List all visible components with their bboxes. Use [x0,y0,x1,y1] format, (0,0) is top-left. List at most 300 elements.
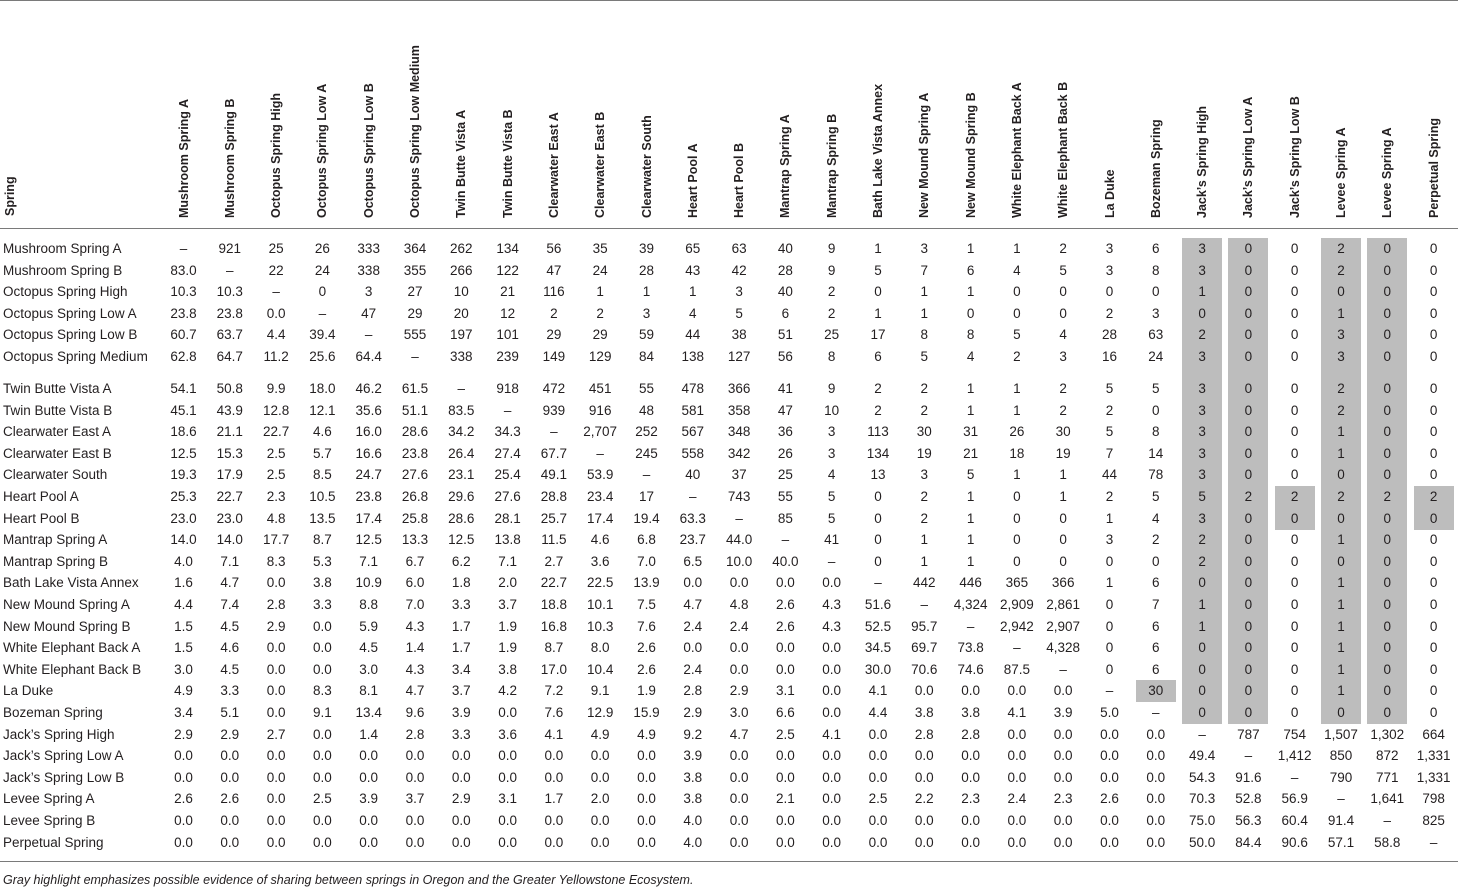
table-cell: 3 [827,445,836,461]
table-cell: 2 [550,305,558,321]
table-cell: 2.4 [1007,791,1027,807]
table-cell: 1.5 [174,640,193,656]
table-cell: 2,942 [999,618,1034,634]
table-cell: 0.0 [1100,726,1119,742]
table-cell: 1 [1105,510,1114,526]
table-cell: 0.0 [683,575,703,591]
table-cell: 5 [827,510,836,526]
table-cell: 42 [731,262,747,278]
column-header: Clearwater East A [546,112,561,218]
table-cell: 1,507 [1324,726,1358,742]
table-cell: 2.0 [498,575,517,591]
table-cell: 0.0 [729,834,749,850]
table-cell: 0.0 [637,791,656,807]
table-cell: 0.0 [405,748,425,764]
table-cell: 6 [874,349,882,364]
header-rule [0,228,1458,229]
table-cell: 3 [1198,381,1206,396]
row-label: Levee Spring A [3,791,95,807]
table-cell: 3.3 [451,726,471,742]
table-cell: 2 [920,381,929,396]
table-cell: 446 [959,575,982,591]
table-cell: 0.0 [266,683,286,699]
row-label: Clearwater East A [3,424,112,440]
table-cell: 74.6 [957,661,984,677]
table-cell: 0 [1383,575,1392,591]
table-cell: 18.0 [309,381,336,396]
table-cell: 0.0 [1053,769,1073,785]
table-cell: 8.3 [266,553,286,569]
row-label: Mantrap Spring A [3,532,108,548]
table-cell: 10.1 [587,597,614,612]
table-cell: 0 [1290,683,1299,699]
table-cell: – [920,597,929,612]
table-cell: 57.1 [1327,834,1355,850]
table-cell: 3.9 [451,705,471,720]
table-cell: 5 [1105,381,1114,396]
table-cell: 3.7 [498,597,517,612]
table-cell: 555 [403,327,427,343]
table-cell: 3.4 [451,661,471,677]
table-cell: 0 [1429,445,1438,461]
table-cell: 0.0 [822,661,842,677]
table-cell: 6.6 [776,705,795,720]
table-cell: 2 [1059,241,1067,256]
table-cell: 366 [1051,575,1075,591]
table-cell: 3 [1198,241,1206,256]
table-cell: 364 [403,241,427,256]
table-cell: 3.6 [498,726,517,742]
row-label: Octopus Spring High [3,284,128,300]
table-cell: 0 [1290,381,1299,396]
table-cell: 36 [777,424,793,440]
table-cell: 0 [1429,597,1438,612]
column-header: White Elephant Back A [1009,82,1024,218]
table-cell: 1.7 [451,640,471,656]
table-cell: 3 [1105,532,1114,548]
table-cell: 30 [1148,683,1164,699]
table-cell: 2 [1059,381,1067,396]
table-cell: 0 [1290,575,1299,591]
table-cell: 25.4 [494,467,521,483]
table-cell: 5 [1105,424,1114,440]
table-cell: 0.0 [822,575,842,591]
table-cell: 46.2 [355,381,382,396]
table-cell: 0 [1244,381,1253,396]
table-cell: 333 [357,241,380,256]
table-cell: 0.0 [313,640,332,656]
table-cell: 0 [1429,327,1438,343]
table-cell: 43.9 [216,402,243,418]
table-cell: 1 [1337,575,1345,591]
table-cell: 2.8 [405,726,425,742]
table-cell: 0 [1290,402,1299,418]
table-cell: 2,909 [999,597,1034,612]
table-cell: 4.3 [822,618,842,634]
table-cell: 127 [727,349,751,364]
table-cell: 0.0 [498,769,517,785]
table-cell: 0.0 [174,769,193,785]
row-label: Perpetual Spring [3,834,104,850]
table-cell: 798 [1422,791,1445,807]
table-cell: 22.5 [587,575,614,591]
table-cell: 50.0 [1188,834,1216,850]
table-cell: 10.3 [170,284,197,300]
table-cell: 3 [1337,349,1345,364]
table-cell: 122 [496,262,519,278]
table-cell: 1.7 [451,618,471,634]
table-cell: 0.0 [590,748,610,764]
table-cell: 0.0 [266,834,286,850]
table-cell: 0 [1337,705,1345,720]
table-cell: 0 [874,532,882,548]
table-cell: 91.6 [1235,769,1262,785]
table-cell: 0 [1383,661,1392,677]
table-cell: 18.6 [170,424,197,440]
table-cell: 8 [920,327,929,343]
table-cell: 2 [1337,241,1345,256]
table-cell: 4.4 [868,705,888,720]
table-cell: 2 [1105,305,1114,321]
table-cell: 23.0 [216,510,243,526]
table-cell: 7.6 [637,618,656,634]
table-cell: 4.6 [313,424,332,440]
table-cell: 2.4 [729,618,749,634]
column-header: Twin Butte Vista A [454,109,469,218]
table-cell: 4.1 [544,726,564,742]
column-header: Octopus Spring Low B [361,83,376,218]
table-cell: 850 [1329,748,1353,764]
table-cell: 1 [1198,618,1206,634]
table-cell: 1 [874,305,882,321]
table-cell: 7.6 [544,705,564,720]
table-cell: 2 [1105,402,1114,418]
table-cell: – [318,305,327,321]
table-cell: 0 [1429,683,1438,699]
table-cell: 0.0 [359,813,379,828]
table-cell: 1 [642,284,651,300]
table-cell: 6 [1152,661,1160,677]
table-cell: 8 [966,327,975,343]
table-cell: 0.0 [1053,726,1073,742]
table-cell: – [179,241,188,256]
table-cell: 0 [1429,349,1438,364]
table-cell: 2 [920,402,929,418]
row-label: Jack’s Spring Low A [3,748,124,764]
table-cell: 3 [1198,510,1206,526]
table-cell: 3.9 [1053,705,1073,720]
table-cell: 10 [453,284,469,300]
table-cell: 7.2 [544,683,564,699]
table-cell: 63 [1148,327,1164,343]
table-cell: 0.0 [266,748,286,764]
row-label: White Elephant Back A [3,640,141,656]
table-cell: 17.0 [540,661,568,677]
table-cell: 338 [450,349,473,364]
table-cell: 6.5 [683,553,703,569]
table-cell: 252 [635,424,658,440]
table-cell: 0 [1383,467,1392,483]
table-cell: 26 [777,445,793,461]
table-cell: 28 [638,262,655,278]
table-cell: 0.0 [359,748,379,764]
table-cell: 2.3 [1053,791,1073,807]
table-cell: 59 [638,327,655,343]
table-cell: 4.3 [405,618,425,634]
column-header: Clearwater East B [593,111,608,218]
row-label: Octopus Spring Medium [3,349,148,364]
table-cell: 0 [1198,305,1206,321]
table-cell: 0 [1244,683,1253,699]
table-cell: 20 [453,305,469,321]
table-cell: 0 [1059,305,1067,321]
table-cell: 0 [1244,402,1253,418]
table-cell: 12.5 [170,445,197,461]
table-cell: 1.7 [544,791,564,807]
table-cell: 116 [543,284,565,300]
table-cell: 12.1 [309,402,336,418]
table-cell: 4.4 [174,597,193,612]
table-cell: 16.0 [355,424,382,440]
table-cell: 0 [874,553,882,569]
table-cell: 16.6 [355,445,382,461]
table-cell: 0.0 [1100,834,1119,850]
table-cell: 47 [546,262,562,278]
table-cell: 38 [731,327,747,343]
table-cell: – [1152,705,1160,720]
column-header: Twin Butte Vista B [500,109,515,218]
corner-header: Spring [3,176,17,216]
table-cell: 28.1 [494,510,521,526]
table-cell: 27.4 [494,445,521,461]
table-cell: – [1059,661,1067,677]
row-label: Twin Butte Vista B [3,402,113,418]
table-cell: 51.6 [864,597,892,612]
table-cell: 2.8 [914,726,934,742]
table-cell: 83.0 [170,262,197,278]
table-cell: 1.4 [405,640,425,656]
table-cell: 2 [827,284,836,300]
table-cell: 0.0 [359,769,379,785]
table-cell: – [1383,813,1392,828]
table-cell: 0 [1244,597,1253,612]
table-cell: 2 [1244,489,1253,504]
table-cell: 0.0 [1146,769,1166,785]
table-cell: 4 [689,305,697,321]
table-cell: 0.0 [1146,834,1166,850]
table-cell: 12.5 [448,532,475,548]
table-cell: 84 [638,349,655,364]
table-cell: 0.0 [776,661,795,677]
table-cell: 17 [870,327,886,343]
table-cell: 2 [1013,349,1021,364]
table-cell: 0.0 [961,834,980,850]
table-cell: 73.8 [957,640,984,656]
table-cell: 0.0 [729,748,749,764]
table-cell: 0.0 [405,813,425,828]
table-cell: 3.0 [359,661,379,677]
table-cell: 9.2 [683,726,703,742]
table-cell: 3 [1198,402,1206,418]
table-cell: 6.2 [451,553,471,569]
table-cell: 0.0 [313,834,332,850]
table-cell: 0 [1290,640,1299,656]
table-cell: 1 [920,305,929,321]
table-cell: 6 [1152,575,1160,591]
table-cell: 0 [318,284,327,300]
table-cell: 0 [1290,349,1299,364]
table-cell: 62.8 [170,349,197,364]
table-cell: 0 [1383,705,1392,720]
table-cell: 0.0 [822,748,842,764]
table-cell: 245 [635,445,658,461]
table-cell: 55 [777,489,793,504]
table-cell: 0 [1244,262,1253,278]
table-cell: 25 [268,241,284,256]
table-cell: 0.0 [498,705,517,720]
table-cell: 0 [1244,532,1253,548]
column-header: Mushroom Spring B [222,98,237,218]
table-cell: 41 [824,532,840,548]
table-cell: 9 [827,381,836,396]
table-cell: 1,302 [1370,726,1405,742]
table-cell: – [1244,748,1253,764]
table-cell: 0.0 [451,769,471,785]
table-cell: 0 [1383,424,1392,440]
table-cell: 54.1 [170,381,197,396]
table-cell: 0 [1383,241,1392,256]
table-cell: 54.3 [1188,769,1216,785]
table-cell: 916 [588,402,612,418]
table-cell: 63.3 [679,510,706,526]
table-cell: 3 [1105,241,1114,256]
table-cell: 56.9 [1281,791,1308,807]
table-cell: 4 [1013,262,1021,278]
table-cell: 56 [777,349,793,364]
table-cell: 0 [1198,575,1206,591]
table-cell: 4.0 [683,834,703,850]
table-cell: 24.7 [355,467,382,483]
table-cell: 39.4 [309,327,336,343]
table-cell: 0 [1013,489,1021,504]
table-cell: 0 [1290,553,1299,569]
table-cell: 3.7 [451,683,471,699]
table-cell: 6.0 [405,575,425,591]
table-cell: 0 [1013,510,1021,526]
table-cell: 0 [1290,705,1299,720]
table-cell: 0 [1152,284,1160,300]
table-cell: 0 [1244,327,1253,343]
table-cell: 58.8 [1374,834,1401,850]
table-cell: 2 [596,305,604,321]
table-cell: 0.0 [1007,683,1027,699]
table-cell: 29 [592,327,608,343]
table-cell: 921 [218,241,242,256]
table-cell: 3 [1198,262,1206,278]
table-cell: 4 [966,349,975,364]
table-cell: 7 [920,262,929,278]
table-cell: 1 [1013,381,1021,396]
column-header: Octopus Spring Low Medium [408,45,422,218]
table-cell: 12.9 [587,705,614,720]
table-cell: 365 [1005,575,1029,591]
table-cell: 2 [827,305,836,321]
table-cell: 13.3 [401,532,429,548]
table-cell: 2 [1429,489,1438,504]
table-cell: 3 [735,284,743,300]
table-cell: 0 [874,489,882,504]
table-cell: 2 [920,510,929,526]
table-cell: 0.0 [637,748,656,764]
table-cell: 0.0 [729,575,749,591]
table-cell: 9.6 [405,705,425,720]
table-cell: 5 [1198,489,1206,504]
table-cell: 6.7 [405,553,425,569]
table-cell: 0 [1429,575,1438,591]
table-cell: 2 [920,489,929,504]
table-cell: – [642,467,651,483]
table-cell: 10.0 [725,553,753,569]
table-cell: 3.3 [220,683,240,699]
table-cell: 21.1 [216,424,243,440]
table-cell: 2.6 [220,791,240,807]
table-cell: 0 [1429,381,1438,396]
table-cell: 3 [1198,445,1206,461]
table-cell: 2 [1290,489,1299,504]
table-cell: 65 [685,241,701,256]
table-cell: 0 [1383,532,1392,548]
table-cell: 2.9 [683,705,703,720]
table-cell: 18.8 [540,597,568,612]
table-cell: 0 [1105,661,1114,677]
table-cell: 0 [1290,262,1299,278]
table-cell: 0.0 [220,834,240,850]
table-cell: 0 [1429,640,1438,656]
table-cell: 16 [1101,349,1118,364]
table-cell: 60.7 [170,327,197,343]
table-cell: 138 [681,349,705,364]
column-header: White Elephant Back B [1056,81,1071,218]
row-label: Levee Spring B [3,813,96,828]
table-cell: 2.5 [313,791,332,807]
table-cell: 0.0 [776,748,795,764]
table-cell: 1,331 [1416,769,1451,785]
table-cell: 3.1 [776,683,795,699]
table-cell: 7.0 [637,553,656,569]
column-header: New Mound Spring B [963,92,978,218]
table-cell: 0.0 [822,791,842,807]
table-cell: 5 [735,305,743,321]
table-cell: 0.0 [313,726,332,742]
table-cell: 7.1 [220,553,240,569]
table-cell: 0.0 [961,813,980,828]
table-cell: 0.0 [266,640,286,656]
table-cell: 0 [1383,402,1392,418]
table-cell: 2.9 [174,726,193,742]
table-cell: 12.8 [262,402,290,418]
table-cell: 25 [824,327,840,343]
table-cell: 3 [920,241,929,256]
table-cell: 53.9 [587,467,614,483]
table-cell: 40 [685,467,701,483]
table-cell: 27 [407,284,423,300]
table-cell: 1 [1013,467,1021,483]
table-cell: 754 [1283,726,1306,742]
table-cell: 26.4 [448,445,475,461]
table-cell: 2.5 [868,791,888,807]
table-cell: 0.0 [1100,813,1119,828]
table-cell: 23.4 [587,489,614,504]
